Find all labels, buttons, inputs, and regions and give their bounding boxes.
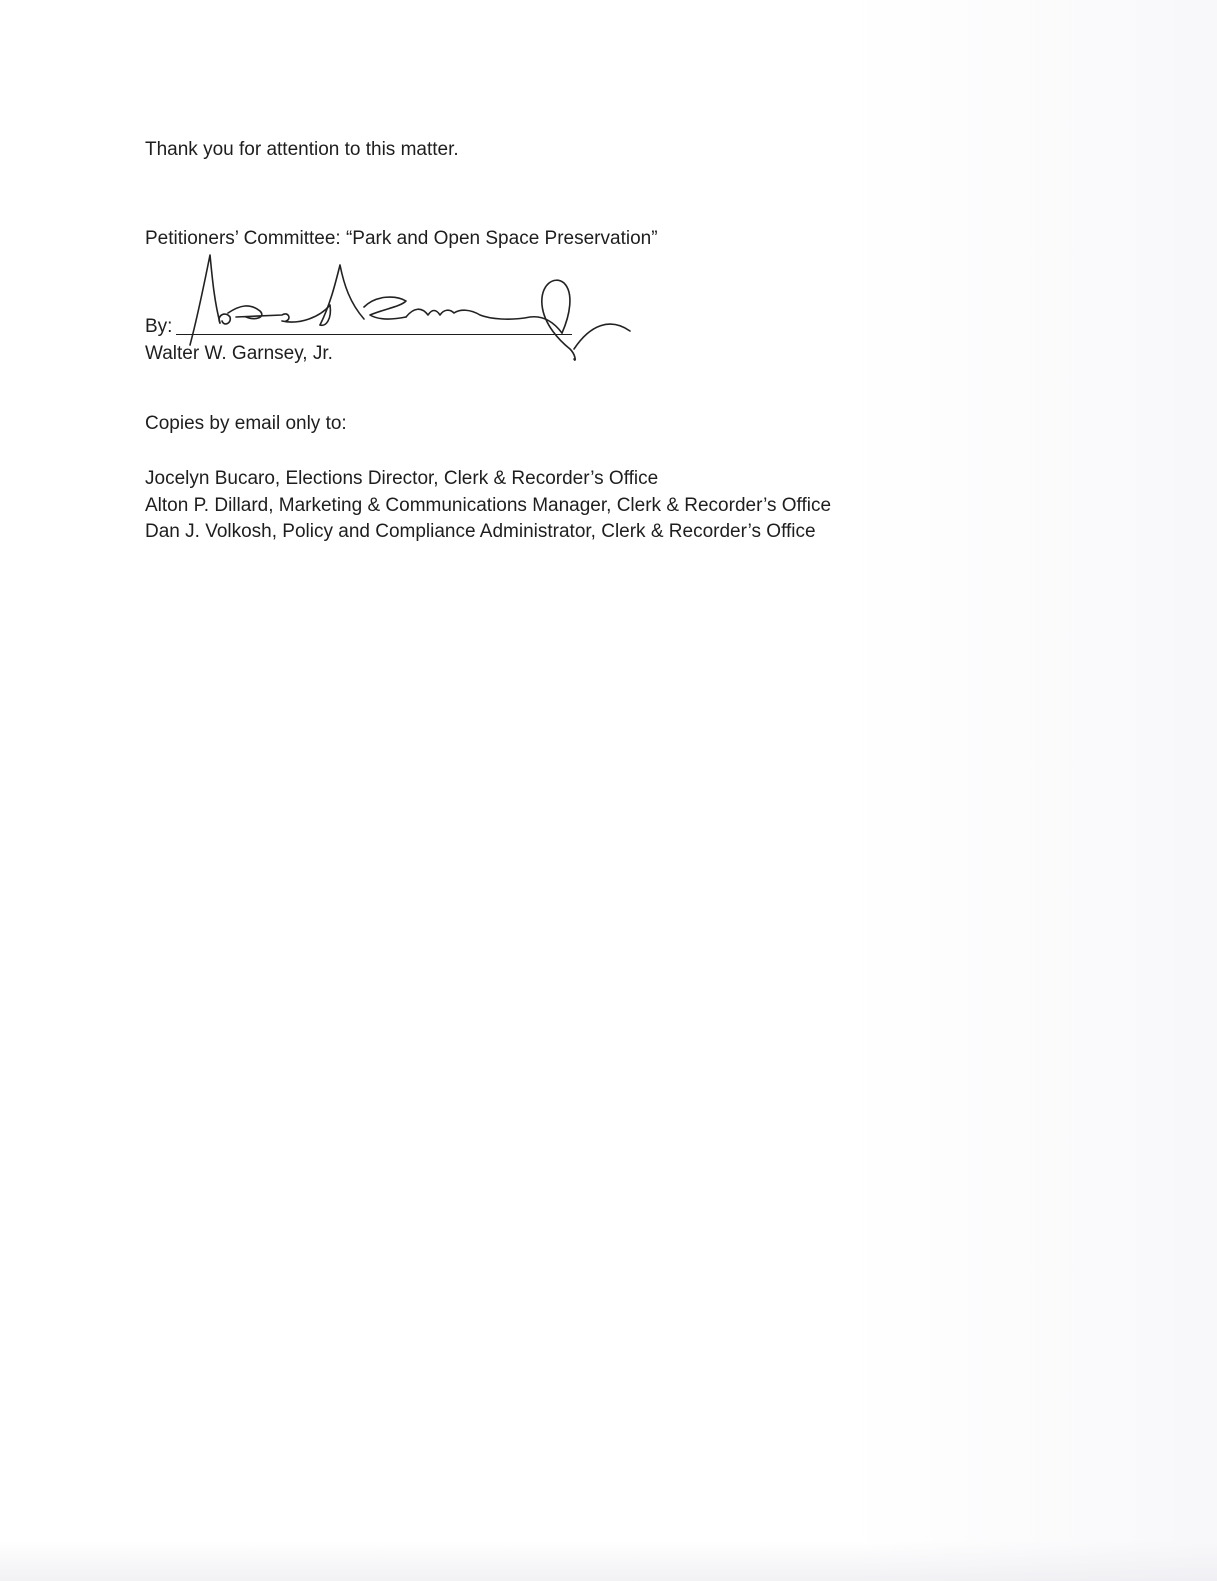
by-label: By:: [145, 316, 173, 337]
committee-name: Petitioners’ Committee: “Park and Open Space Preservation”: [145, 228, 658, 249]
recipient-item: Jocelyn Bucaro, Elections Director, Clerk & Recorder’s Office: [145, 468, 659, 489]
scan-shading: [847, 0, 1217, 1581]
closing-sentence: Thank you for attention to this matter.: [145, 139, 459, 160]
recipient-item: Alton P. Dillard, Marketing & Communications Manager, Clerk & Recorder’s Office: [145, 495, 832, 516]
signer-name: Walter W. Garnsey, Jr.: [145, 343, 333, 364]
recipient-item: Dan J. Volkosh, Policy and Compliance Administrator, Clerk & Recorder’s Office: [145, 521, 816, 542]
scan-edge-shading: [0, 1541, 1217, 1581]
copies-heading: Copies by email only to:: [145, 413, 347, 434]
